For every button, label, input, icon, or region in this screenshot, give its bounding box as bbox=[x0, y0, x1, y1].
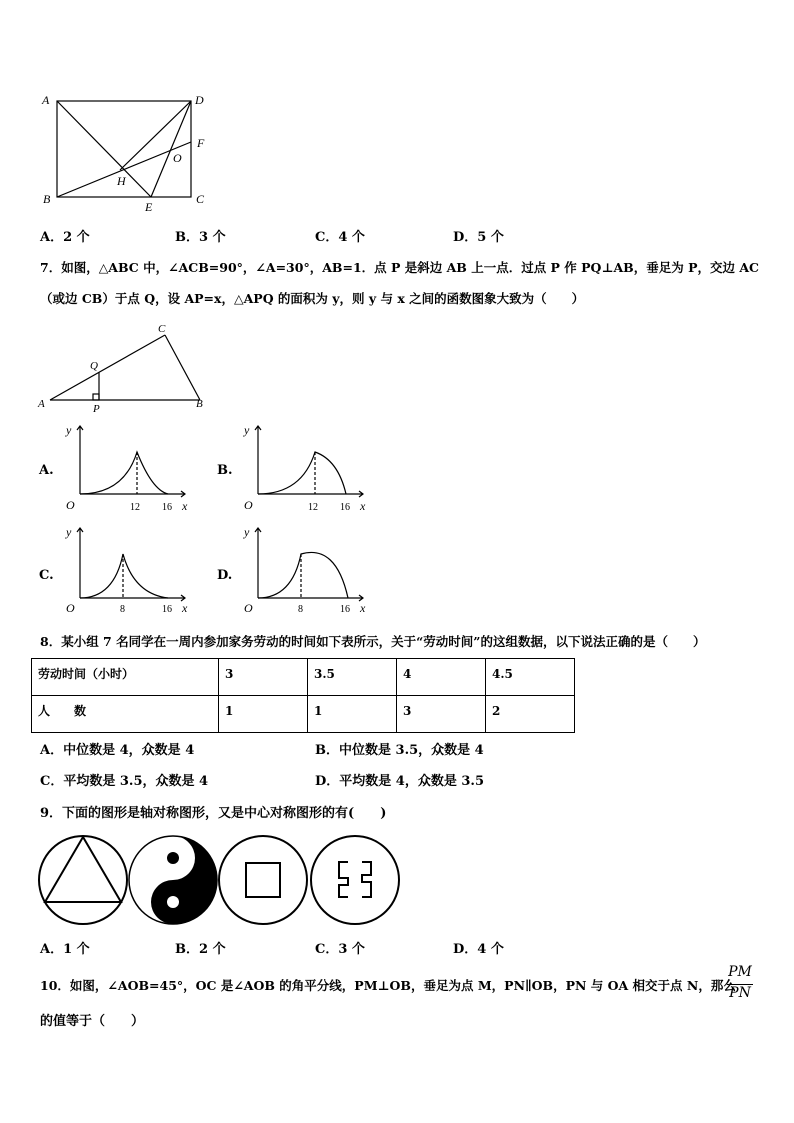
q8-option-d: D．平均数是 4，众数是 3.5 bbox=[315, 774, 484, 789]
q6-label-o: O bbox=[173, 151, 182, 165]
q6-label-a: A bbox=[42, 93, 50, 107]
q9-stem: 9．下面的图形是轴对称图形，又是中心对称图形的有( ) bbox=[40, 806, 387, 821]
q7-stem-line2: （或边 CB）于点 Q，设 AP=x，△APQ 的面积为 y，则 y 与 x 之间的函数图象大致为（ ） bbox=[40, 291, 585, 306]
q8-option-c: C．平均数是 3.5，众数是 4 bbox=[40, 774, 209, 789]
table-cell: 3 bbox=[397, 696, 486, 733]
table-cell: 4 bbox=[397, 659, 486, 696]
q7-graph-d-x: x bbox=[360, 601, 366, 615]
q10-stem-tail: 的值等于（ ） bbox=[40, 1014, 145, 1029]
q6-option-c: C．4 个 bbox=[315, 230, 365, 245]
q8-option-b: B．中位数是 3.5，众数是 4 bbox=[315, 743, 484, 758]
table-cell: 人 数 bbox=[32, 696, 219, 733]
q7-graph-d-o: O bbox=[244, 601, 253, 615]
q7-graph-a-x: x bbox=[182, 499, 188, 513]
q10-fraction-denominator: PN bbox=[729, 985, 751, 1001]
q7-graph-b-y: y bbox=[244, 423, 250, 437]
q7-option-d-letter: D. bbox=[217, 568, 233, 583]
q9-option-a: A．1 个 bbox=[40, 942, 90, 957]
table-cell: 1 bbox=[219, 696, 308, 733]
q7-graph-a-peak: 12 bbox=[130, 502, 140, 513]
q7-graph-d-y: y bbox=[244, 525, 250, 539]
q6-option-b: B．3 个 bbox=[175, 230, 226, 245]
circle-symbol-icon bbox=[311, 836, 399, 924]
q7-graph-c-o: O bbox=[66, 601, 75, 615]
q7-graph-b-peak: 12 bbox=[308, 502, 318, 513]
q8-stem: 8．某小组 7 名同学在一周内参加家务劳动的时间如下表所示，关于“劳动时间”的这组数据，以下说法正确的是（ ） bbox=[40, 634, 706, 649]
q7-graph-b-x: x bbox=[360, 499, 366, 513]
table-cell: 2 bbox=[486, 696, 575, 733]
q7-graph-a-end: 16 bbox=[162, 502, 172, 513]
q6-label-b: B bbox=[43, 192, 51, 206]
q6-label-d: D bbox=[195, 93, 204, 107]
q8-option-a: A．中位数是 4，众数是 4 bbox=[40, 743, 195, 758]
q6-label-f: F bbox=[197, 136, 205, 150]
q7-stem-line1: 7．如图，△ABC 中，∠ACB=90°，∠A=30°，AB=1．点 P 是斜边 AB 上一点．过点 P 作 PQ⊥AB，垂足为 P，交边 AC bbox=[40, 260, 759, 275]
q7-graph-c-peak: 8 bbox=[120, 604, 125, 615]
table-cell: 1 bbox=[308, 696, 397, 733]
q7-label-p: P bbox=[93, 403, 100, 415]
circle-square-icon bbox=[219, 836, 307, 924]
q7-option-b-letter: B. bbox=[217, 463, 233, 478]
table-cell: 4.5 bbox=[486, 659, 575, 696]
q7-graph-b-o: O bbox=[244, 498, 253, 512]
q7-graph-c-end: 16 bbox=[162, 604, 172, 615]
q9-option-d: D．4 个 bbox=[453, 942, 504, 957]
q7-label-q: Q bbox=[90, 360, 98, 372]
q7-graph-d-peak: 8 bbox=[298, 604, 303, 615]
q6-label-e: E bbox=[145, 200, 153, 214]
q6-label-c: C bbox=[196, 192, 205, 206]
yin-yang-icon bbox=[129, 836, 217, 924]
q7-option-c-letter: C. bbox=[39, 568, 54, 583]
table-cell: 3 bbox=[219, 659, 308, 696]
table-cell: 3.5 bbox=[308, 659, 397, 696]
circle-triangle-icon bbox=[39, 836, 127, 924]
q7-graph-d-end: 16 bbox=[340, 604, 350, 615]
q10-stem: 10．如图，∠AOB=45°，OC 是∠AOB 的角平分线，PM⊥OB，垂足为点 M，PN∥OB，PN 与 OA 相交于点 N，那么 bbox=[40, 978, 736, 993]
q7-graph-a-y: y bbox=[66, 423, 72, 437]
q7-option-a-letter: A. bbox=[39, 463, 54, 478]
q7-label-c: C bbox=[158, 323, 166, 335]
table-cell: 劳动时间（小时） bbox=[32, 659, 219, 696]
q7-label-b: B bbox=[196, 398, 203, 410]
q7-label-a: A bbox=[38, 398, 45, 410]
q6-option-d: D．5 个 bbox=[453, 230, 504, 245]
q7-graph-c-x: x bbox=[182, 601, 188, 615]
q9-option-c: C．3 个 bbox=[315, 942, 365, 957]
q6-option-a: A．2 个 bbox=[40, 230, 90, 245]
q7-graph-b-end: 16 bbox=[340, 502, 350, 513]
q10-fraction-numerator: PM bbox=[728, 964, 752, 980]
q6-label-h: H bbox=[117, 174, 126, 188]
q7-graph-a-o: O bbox=[66, 498, 75, 512]
q7-graph-c-y: y bbox=[66, 525, 72, 539]
q9-option-b: B．2 个 bbox=[175, 942, 226, 957]
